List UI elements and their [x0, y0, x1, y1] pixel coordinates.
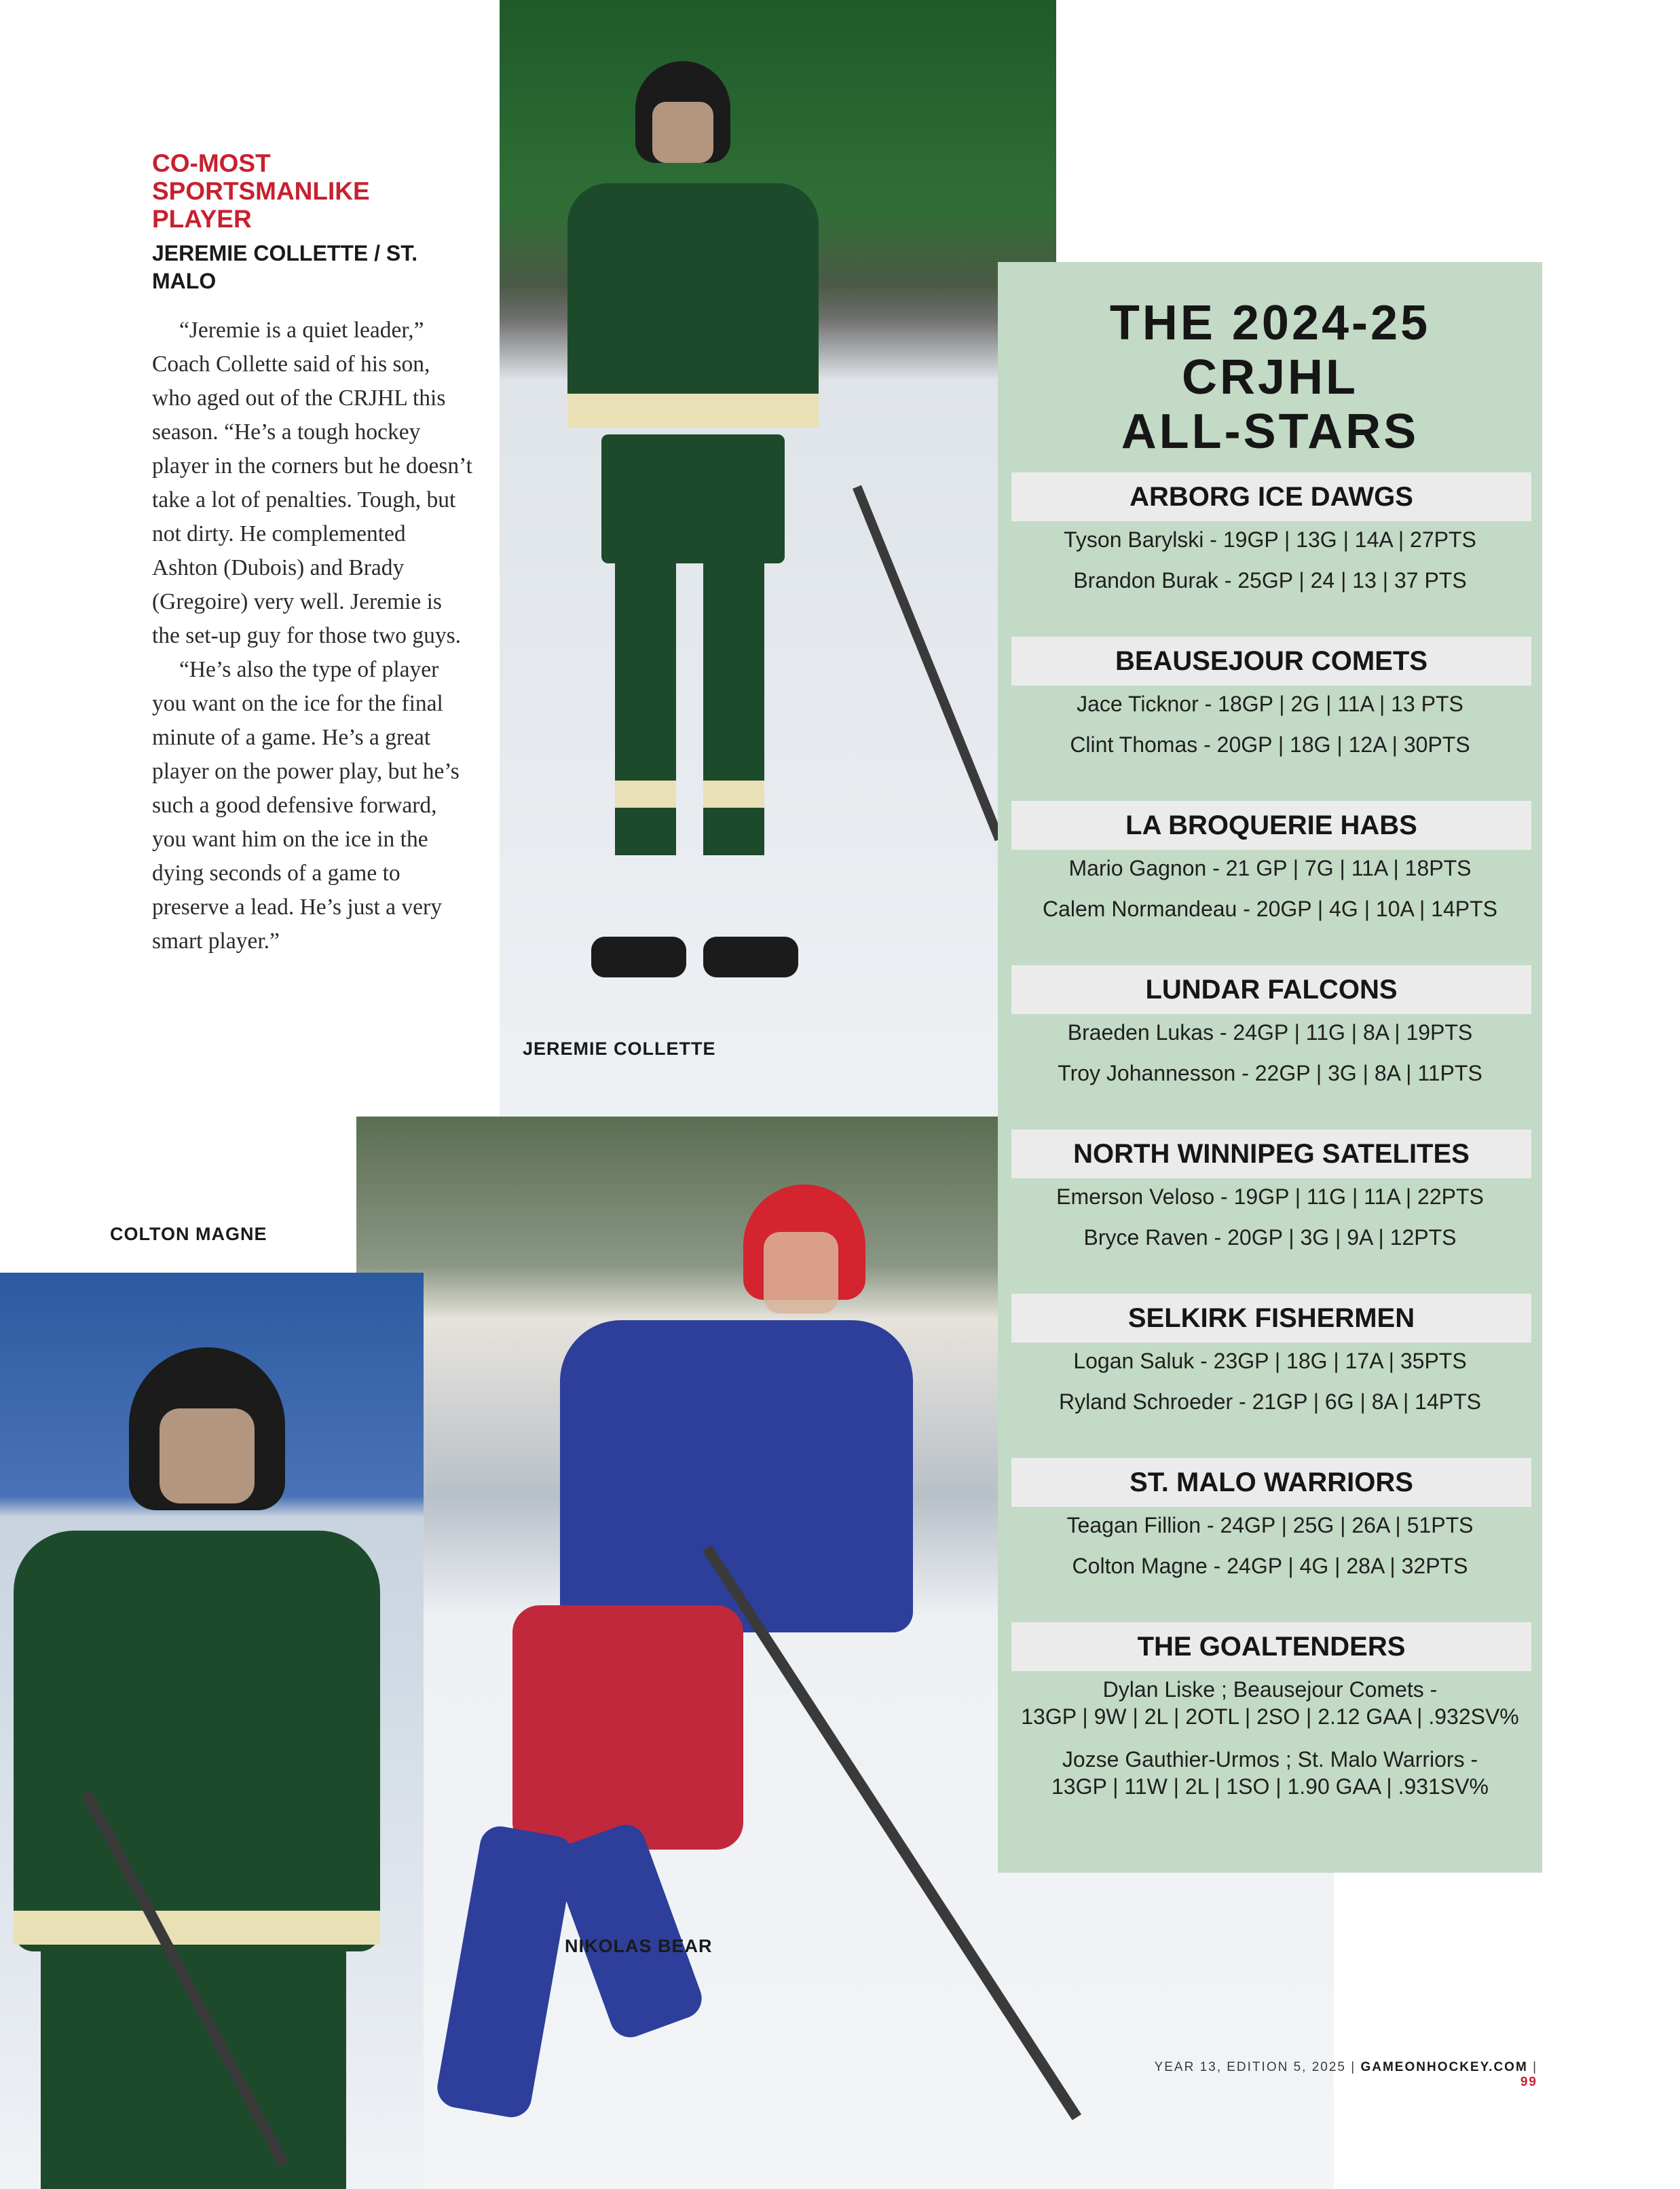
goalie-name-line: Dylan Liske ; Beausejour Comets -: [1102, 1677, 1438, 1702]
player-stat-line: Clint Thomas - 20GP | 18G | 12A | 30PTS: [1070, 732, 1470, 757]
footer-separator: |: [1533, 2060, 1537, 2074]
site-link[interactable]: GAMEONHOCKEY.COM: [1360, 2060, 1528, 2074]
team-header: LUNDAR FALCONS: [1011, 965, 1531, 1014]
page-footer: [1130, 2060, 1537, 2090]
award-title: CO-MOST SPORTSMANLIKE PLAYER: [152, 149, 370, 233]
goalie-stat-line: 13GP | 9W | 2L | 2OTL | 2SO | 2.12 GAA | .932SV%: [1021, 1704, 1519, 1729]
player-stat-line: Ryland Schroeder - 21GP | 6G | 8A | 14PTS: [1059, 1389, 1481, 1414]
team-header: LA BROQUERIE HABS: [1011, 801, 1531, 850]
page-number: 99: [1520, 2075, 1537, 2089]
player-stat-line: Braeden Lukas - 24GP | 11G | 8A | 19PTS: [1067, 1020, 1473, 1045]
allstars-title-line: ALL-STARS: [1121, 405, 1419, 459]
player-stat-line: Colton Magne - 24GP | 4G | 28A | 32PTS: [1072, 1554, 1468, 1578]
photo-jeremie-collette: [500, 0, 1056, 1117]
article-body: [152, 314, 474, 958]
photo-colton-magne: [0, 1273, 424, 2189]
team-header: ARBORG ICE DAWGS: [1011, 472, 1531, 521]
player-stat-line: Troy Johannesson - 22GP | 3G | 8A | 11PTS: [1058, 1061, 1482, 1085]
caption-jeremie-collette: JEREMIE COLLETTE: [523, 1039, 716, 1059]
team-header: NORTH WINNIPEG SATELITES: [1011, 1129, 1531, 1178]
edition-label: YEAR 13, EDITION 5, 2025 |: [1154, 2060, 1356, 2074]
player-stat-line: Tyson Barylski - 19GP | 13G | 14A | 27PTS: [1064, 527, 1476, 552]
player-stat-line: Bryce Raven - 20GP | 3G | 9A | 12PTS: [1083, 1225, 1457, 1250]
team-header: BEAUSEJOUR COMETS: [1011, 637, 1531, 686]
caption-nikolas-bear: NIKOLAS BEAR: [565, 1936, 713, 1956]
allstars-panel: [998, 262, 1542, 1873]
goalie-stat-line: 13GP | 11W | 2L | 1SO | 1.90 GAA | .931SV%: [1051, 1774, 1489, 1799]
goalie-name-line: Jozse Gauthier-Urmos ; St. Malo Warriors -: [1062, 1747, 1478, 1772]
article-paragraph: “He’s also the type of player you want on the ice for the final minute of a game. He’s a great player on the power play, but he’s such a good defensive forward, you want him on the ice in the dying seconds of a game to preserve a lead. He’s just a very smart player.”: [152, 657, 460, 954]
team-header: SELKIRK FISHERMEN: [1011, 1294, 1531, 1343]
award-player: JEREMIE COLLETTE / ST. MALO: [152, 241, 418, 293]
player-stat-line: Logan Saluk - 23GP | 18G | 17A | 35PTS: [1073, 1349, 1467, 1373]
allstars-title: [998, 296, 1542, 459]
player-stat-line: Mario Gagnon - 21 GP | 7G | 11A | 18PTS: [1068, 856, 1472, 880]
player-stat-line: Emerson Veloso - 19GP | 11G | 11A | 22PTS: [1056, 1184, 1484, 1209]
article-paragraph: “Jeremie is a quiet leader,” Coach Collette said of his son, who aged out of the CRJHL this season. “He’s a tough hockey player in the corners but he doesn’t take a lot of penalties. Tough, but not dirty. He complemented Ashton (Dubois) and Brady (Gregoire) very well. Jeremie is the set-up guy for those two guys.: [152, 318, 472, 648]
allstars-title-line: CRJHL: [1181, 350, 1358, 405]
player-stat-line: Teagan Fillion - 24GP | 25G | 26A | 51PTS: [1066, 1513, 1474, 1537]
caption-colton-magne: COLTON MAGNE: [110, 1224, 267, 1244]
player-stat-line: Calem Normandeau - 20GP | 4G | 10A | 14PTS: [1042, 897, 1497, 921]
allstars-title-line: THE 2024-25: [1109, 296, 1431, 350]
player-stat-line: Brandon Burak - 25GP | 24 | 13 | 37 PTS: [1073, 568, 1467, 593]
team-header: THE GOALTENDERS: [1011, 1622, 1531, 1671]
player-stat-line: Jace Ticknor - 18GP | 2G | 11A | 13 PTS: [1077, 692, 1463, 716]
team-header: ST. MALO WARRIORS: [1011, 1458, 1531, 1507]
